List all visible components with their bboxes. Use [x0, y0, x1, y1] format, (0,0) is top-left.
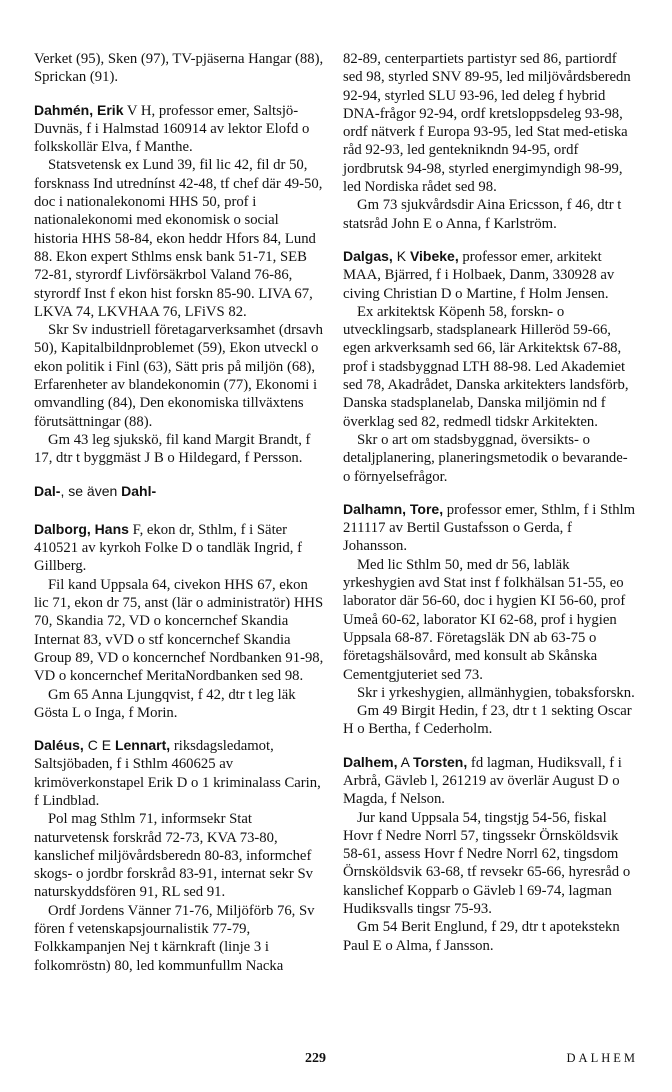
entry-paragraph: Pol mag Sthlm 71, informsekr Stat naturvetensk forskråd 72-73, KVA 73-80, kanslichef miljövårdsberedn 80-83, informchef skogs- o jordbr forskråd 83-91, internat sekr Sv naturskyddsfören 91, RL sed 91.: [34, 811, 314, 901]
entry-paragraph: Gm 73 sjukvårdsdir Aina Ericsson, f 46, dtr t statsråd John E o Anna, f Karlström.: [343, 197, 622, 232]
see-also-text: , se även: [60, 482, 122, 499]
entry-head: [34, 736, 326, 810]
headword: Dalborg, Hans: [34, 520, 129, 537]
entry-paragraph: Fil kand Uppsala 64, civekon HHS 67, ekon lic 71, ekon dr 75, anst (lär o administratör) HHS 70, Skandia 72, VD o koncernchef Skandia Internat 83, vVD o stf koncernchef Skandia Group 89, VD o koncernchef Nordbanken 91-98, VD o koncernchef MeritaNordbanken sed 98.: [34, 576, 324, 685]
left-column: [34, 50, 326, 989]
entry-intro: professor emer, Sthlm, f i Sthlm 211117 av Bertil Gustafsson o Gerda, f Johansson.: [343, 501, 636, 555]
entry-text: Verket (95), Sken (97), TV-pjäserna Hangar (88), Sprickan (91).: [34, 51, 324, 86]
entry-head: [343, 247, 637, 303]
entry-dalborg: [34, 520, 326, 722]
right-column: [343, 50, 637, 969]
entry-head: [343, 500, 637, 556]
entry-intro: professor emer, arkitekt MAA, Bjärred, f i Holbaek, Danm, 330928 av civing Christian D o Martine, f Holm Jensen.: [343, 248, 615, 302]
headword: Daléus,: [34, 737, 84, 754]
entry-continuation: [34, 50, 326, 87]
headword: Dalhem,: [343, 753, 398, 770]
entry-dalhem: [343, 753, 637, 955]
see-also-dal: [34, 482, 326, 502]
entry-intro: V H, professor emer, Saltsjö-Duvnäs, f i Halmstad 160914 av lektor Elofd o folkskollär Elva, f Manthe.: [34, 102, 310, 156]
entry-paragraph: Statsvetensk ex Lund 39, fil lic 42, fil dr 50, forsknass Ind utrednínst 42-48, tf chef där 49-50, doc i nationalekonomi HHS 50, prof i nationalekonomi med ekonomisk o social historia HHS 58-84, ekon heddr Hfors 84, Lund 88. Ekon expert Sthlms ensk bank 51-71, SEB 72-81, styrordf Livförsäkrbol Valand 76-86, styrordf Inst f ekon hist forskn 85-90. LIVA 67, LKVA 74, LKVHAA 76, LFiVS 82.: [34, 157, 323, 320]
entry-paragraph: Skr Sv industriell företagarverksamhet (drsavh 50), Kapitalbildnproblemet (59), Ekon utveckl o ekon politik i Finl (63), Sätt pris på miljön (68), Erfarenheter av blandekonomin (77), Ekonomi i omvandling (84), Den ekonomiska tillväxtens förutsättningar (88).: [34, 322, 323, 430]
entry-paragraph: Med lic Sthlm 50, med dr 56, labläk yrkeshygien avd Stat inst f folkhälsan 51-55, eo laborator där 56-60, doc i hygien KI 56-60, prof Umeå 60-62, laborator KI 62-68, prof i hygien Uppsala 68-87. Företagsläk DN ab 63-75 o företagshälsovård, med konsult ab Skånska Cementgjuteriet sed 73.: [343, 556, 626, 683]
headword: Dalgas,: [343, 247, 393, 264]
entry-intro: riksdagsledamot, Saltsjöbaden, f i Sthlm 460625 av krimöverkonstapel Erik D o 1 kriminalass Carin, f Lindblad.: [34, 738, 321, 809]
entry-intro: fd lagman, Hudiksvall, f i Arbrå, Gävleb l, 261219 av överlär August D o Magda, f Nelson.: [343, 754, 622, 808]
see-also-prefix: Dal-: [34, 482, 61, 499]
entry-daleus: [34, 736, 326, 975]
page-number: 229: [305, 1051, 326, 1066]
entry-dahmen: [34, 101, 326, 468]
entry-paragraph: Gm 43 leg sjukskö, fil kand Margit Brandt, f 17, dtr t byggmäst J B o Hildegard, f Persson.: [34, 431, 311, 467]
entry-dalgas: [343, 247, 637, 486]
entry-paragraph: Skr o art om stadsbyggnad, översikts- o detaljplanering, planeringsmetodik o bevarande- o förnyelsefrågor.: [343, 431, 628, 485]
entry-paragraph: Gm 54 Berit Englund, f 29, dtr t apotekstekn Paul E o Alma, f Jansson.: [343, 919, 620, 954]
see-also-target: Dahl-: [121, 482, 157, 499]
headword-given: Vibeke,: [409, 247, 459, 264]
entry-paragraph: Gm 49 Birgit Hedin, f 23, dtr t 1 sekting Oscar H o Bertha, f Cederholm.: [343, 703, 632, 738]
entry-paragraph: Gm 65 Anna Ljungqvist, f 42, dtr t leg läk Gösta L o Inga, f Morin.: [34, 686, 296, 721]
headword-initials: C E: [83, 737, 115, 754]
headword: Dahmén, Erik: [34, 101, 124, 118]
entry-paragraph: Ex arkitektsk Köpenh 58, forskn- o utvecklingsarb, stadsplaneark Hilleröd 59-66, egen arkverksamh sed 66, lär Arkitektsk 67-88, prof i stadsbyggnad LTH 88-98. Led Akademiet sed 78, Akadrådet, Danska arkitekters landsförb, Danska stadsplanelab, Danska miljömin nd f överklag sed 82, redmedl tidskr Arkitekten.: [343, 303, 629, 430]
headword: Dalhamn, Tore,: [343, 500, 444, 517]
entry-paragraph: 82-89, centerpartiets partistyr sed 86, partiordf sed 98, styrled SNV 89-95, led miljövårdsberedn 92-94, styrled SLU 93-96, led deleg f hybrid DNA-frågor 92-94, ordf kretsloppsdeleg 93-98, ordf nätverk f Europa 93-95, led Stat med-etiska råd 92-93, led genteknikndn 94-95, ordf jordbrutsk 94-98, styrled energimyndigh 98-99, led Nordiska rådet sed 98.: [343, 51, 631, 196]
headword-initials: A: [397, 753, 414, 770]
running-head: DALHEM: [566, 1051, 638, 1065]
headword-given: Torsten,: [413, 753, 468, 770]
entry-head: [34, 520, 326, 576]
entry-paragraph: Jur kand Uppsala 54, tingstjg 54-56, fiskal Hovr f Nedre Norrl 57, tingssekr Örnsköldsvik 58-61, assess Hovr f Nedre Norrl 62, tingsdom Örnsköldsvik 63-68, tf revsekr 65-66, hyresråd o kanslichef Kopparb o Gävleb l 69-74, lagman Hudiksvalls tingsr 75-93.: [343, 809, 631, 918]
headword-given: Lennart,: [114, 737, 171, 754]
entry-paragraph: Skr i yrkeshygien, allmänhygien, tobaksforskn.: [357, 684, 635, 701]
entry-head: [343, 753, 637, 809]
entry-paragraph: Ordf Jordens Vänner 71-76, Miljöförb 76, Sv fören f vetenskapsjournalistik 77-79, Folkkampanjen Nej t kärnkraft (linje 3 i folkomröstn) 80, led kommunfullm Nacka: [34, 902, 315, 974]
page-footer: [0, 1051, 672, 1071]
headword-initials: K: [392, 247, 410, 264]
entry-dalhamn: [343, 500, 637, 739]
entry-intro: F, ekon dr, Sthlm, f i Säter 410521 av kyrkoh Folke D o tandläk Ingrid, f Gillberg.: [34, 521, 303, 575]
entry-daleus-continued: [343, 50, 637, 233]
entry-head: [34, 101, 326, 157]
